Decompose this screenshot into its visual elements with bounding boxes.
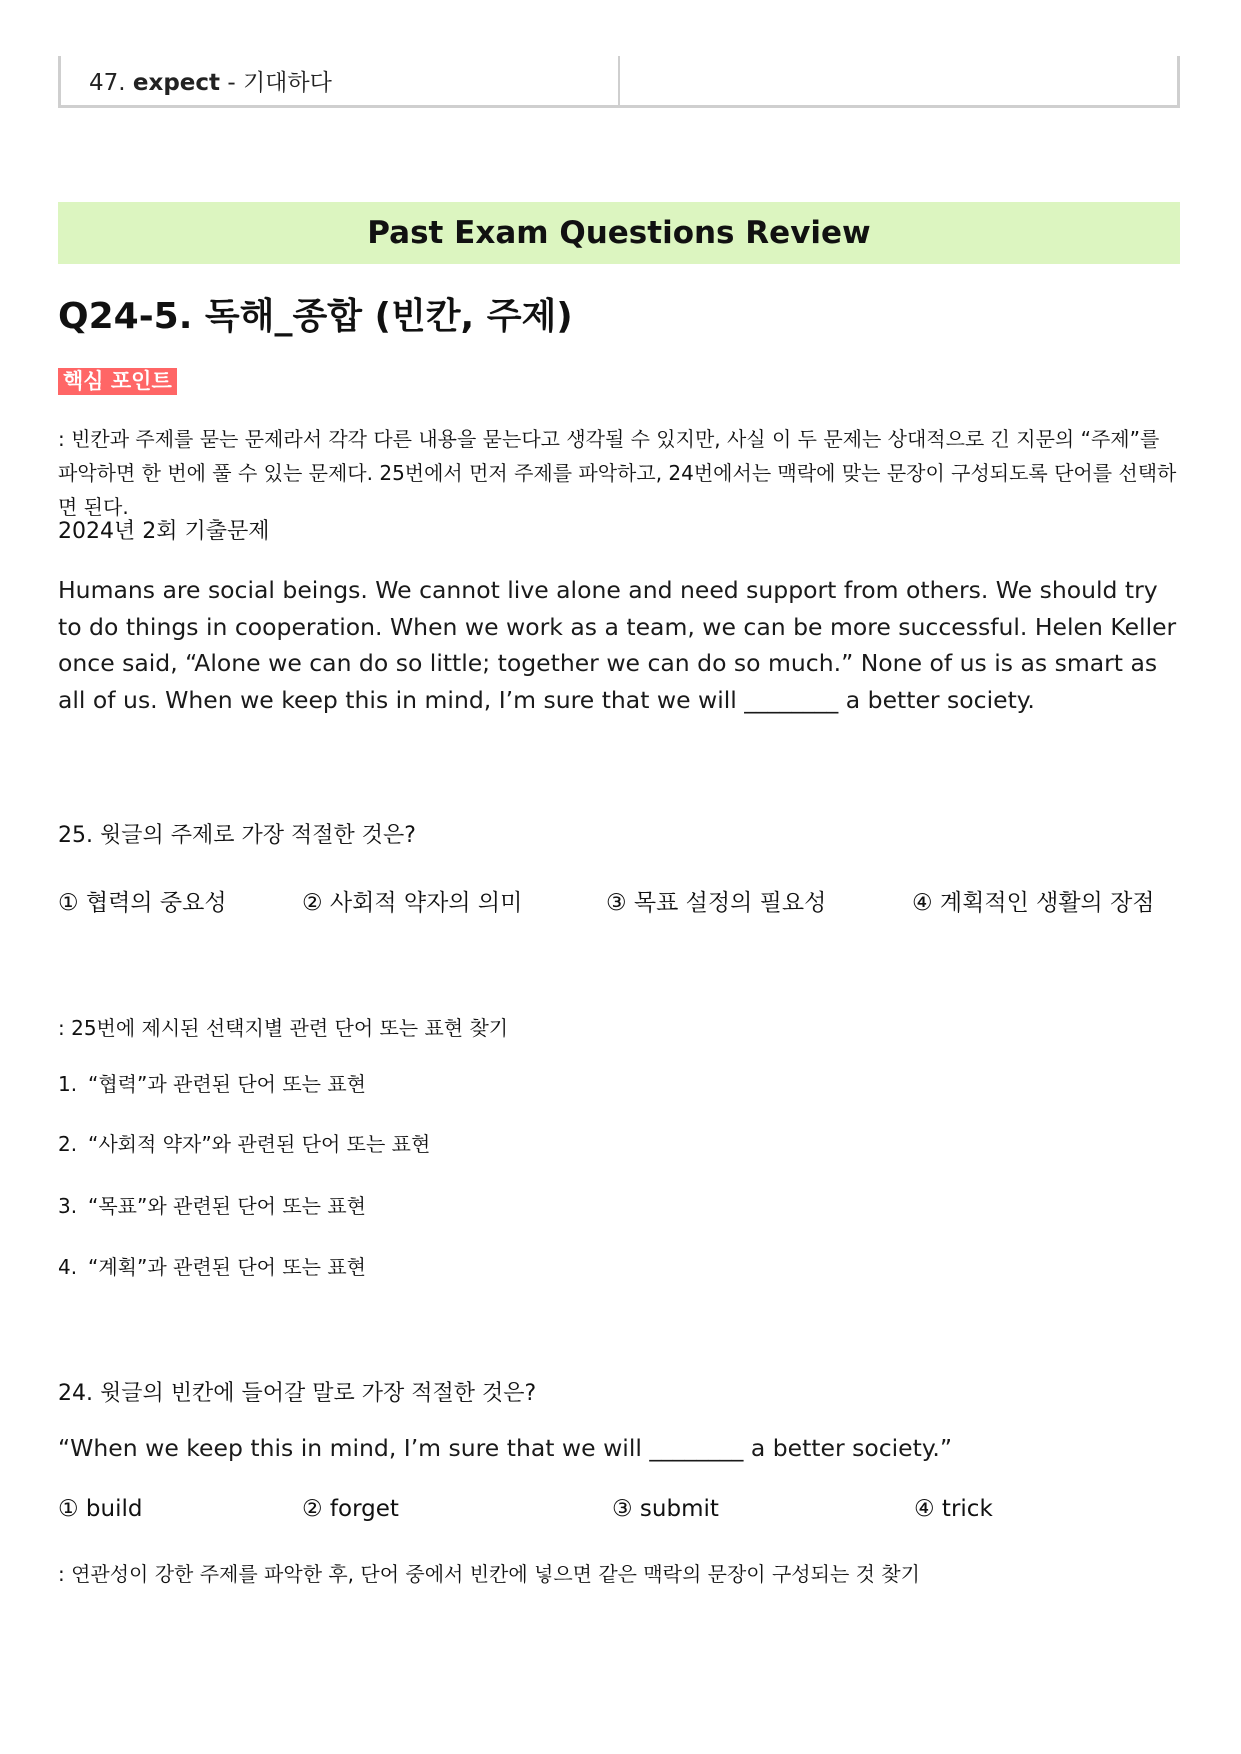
q24-options (58, 1496, 1180, 1532)
vocab-cell-empty (618, 56, 1177, 105)
description: : 빈칸과 주제를 묻는 문제라서 각각 다른 내용을 묻는다고 생각될 수 있지만, 사실 이 두 문제는 상대적으로 긴 지문의 “주제”를 파악하면 한 번에 풀 수 있는 문제다. 25번에서 먼저 주제를 파악하고, 24번에서는 맥락에 맞는 문장이 구성되도록 단어를 선택하면 된다. (58, 427, 1177, 519)
q25-option-2[interactable]: ② 사회적 약자의 의미 (302, 890, 523, 916)
vocab-table (58, 56, 1180, 108)
question-title: Q24-5. 독해_종합 (빈칸, 주제) (58, 296, 573, 337)
vocab-number: 47. (89, 70, 126, 96)
q24-option-2[interactable]: ② forget (302, 1496, 399, 1522)
vocab-meaning: - 기대하다 (220, 70, 332, 96)
q25-option-1[interactable]: ① 협력의 중요성 (58, 890, 227, 916)
q24-option-4[interactable]: ④ trick (914, 1496, 993, 1522)
q25-option-4[interactable]: ④ 계획적인 생활의 장점 (912, 890, 1155, 916)
q25-options (58, 884, 1180, 920)
list-item: 1. “협력”과 관련된 단어 또는 표현 (58, 1072, 366, 1096)
q25-option-3[interactable]: ③ 목표 설정의 필요성 (606, 890, 827, 916)
q24-option-1[interactable]: ① build (58, 1496, 143, 1522)
q24-hint: : 연관성이 강한 주제를 파악한 후, 단어 중에서 빈칸에 넣으면 같은 맥락의 문장이 구성되는 것 찾기 (58, 1562, 920, 1586)
reading-passage: Humans are social beings. We cannot live alone and need support from others. We should try to do things in cooperation. When we work as a team, we can be more successful. Helen Keller once said, “Alone we can do so little; together we can do so much.” None of us is as smart as all of us. When we keep this in mind, I’m sure that we will ________ a better society. (58, 576, 1177, 714)
list-item: 2. “사회적 약자”와 관련된 단어 또는 표현 (58, 1132, 431, 1156)
exam-label: 2024년 2회 기출문제 (58, 519, 270, 544)
list-item: 3. “목표”와 관련된 단어 또는 표현 (58, 1194, 366, 1218)
question-24: 24. 윗글의 빈칸에 들어갈 말로 가장 적절한 것은? (58, 1381, 537, 1406)
q24-option-3[interactable]: ③ submit (612, 1496, 719, 1522)
vocab-cell (61, 56, 618, 105)
vocab-entry (89, 64, 332, 97)
question-25: 25. 윗글의 주제로 가장 적절한 것은? (58, 823, 416, 848)
vocab-word: expect (132, 70, 221, 96)
q24-quote: “When we keep this in mind, I’m sure that we will ________ a better society.” (58, 1434, 953, 1462)
list-item: 4. “계획”과 관련된 단어 또는 표현 (58, 1255, 366, 1279)
section-banner: Past Exam Questions Review (58, 202, 1180, 264)
q25-hint: : 25번에 제시된 선택지별 관련 단어 또는 표현 찾기 (58, 1016, 509, 1040)
key-point-badge: 핵심 포인트 (58, 368, 177, 395)
